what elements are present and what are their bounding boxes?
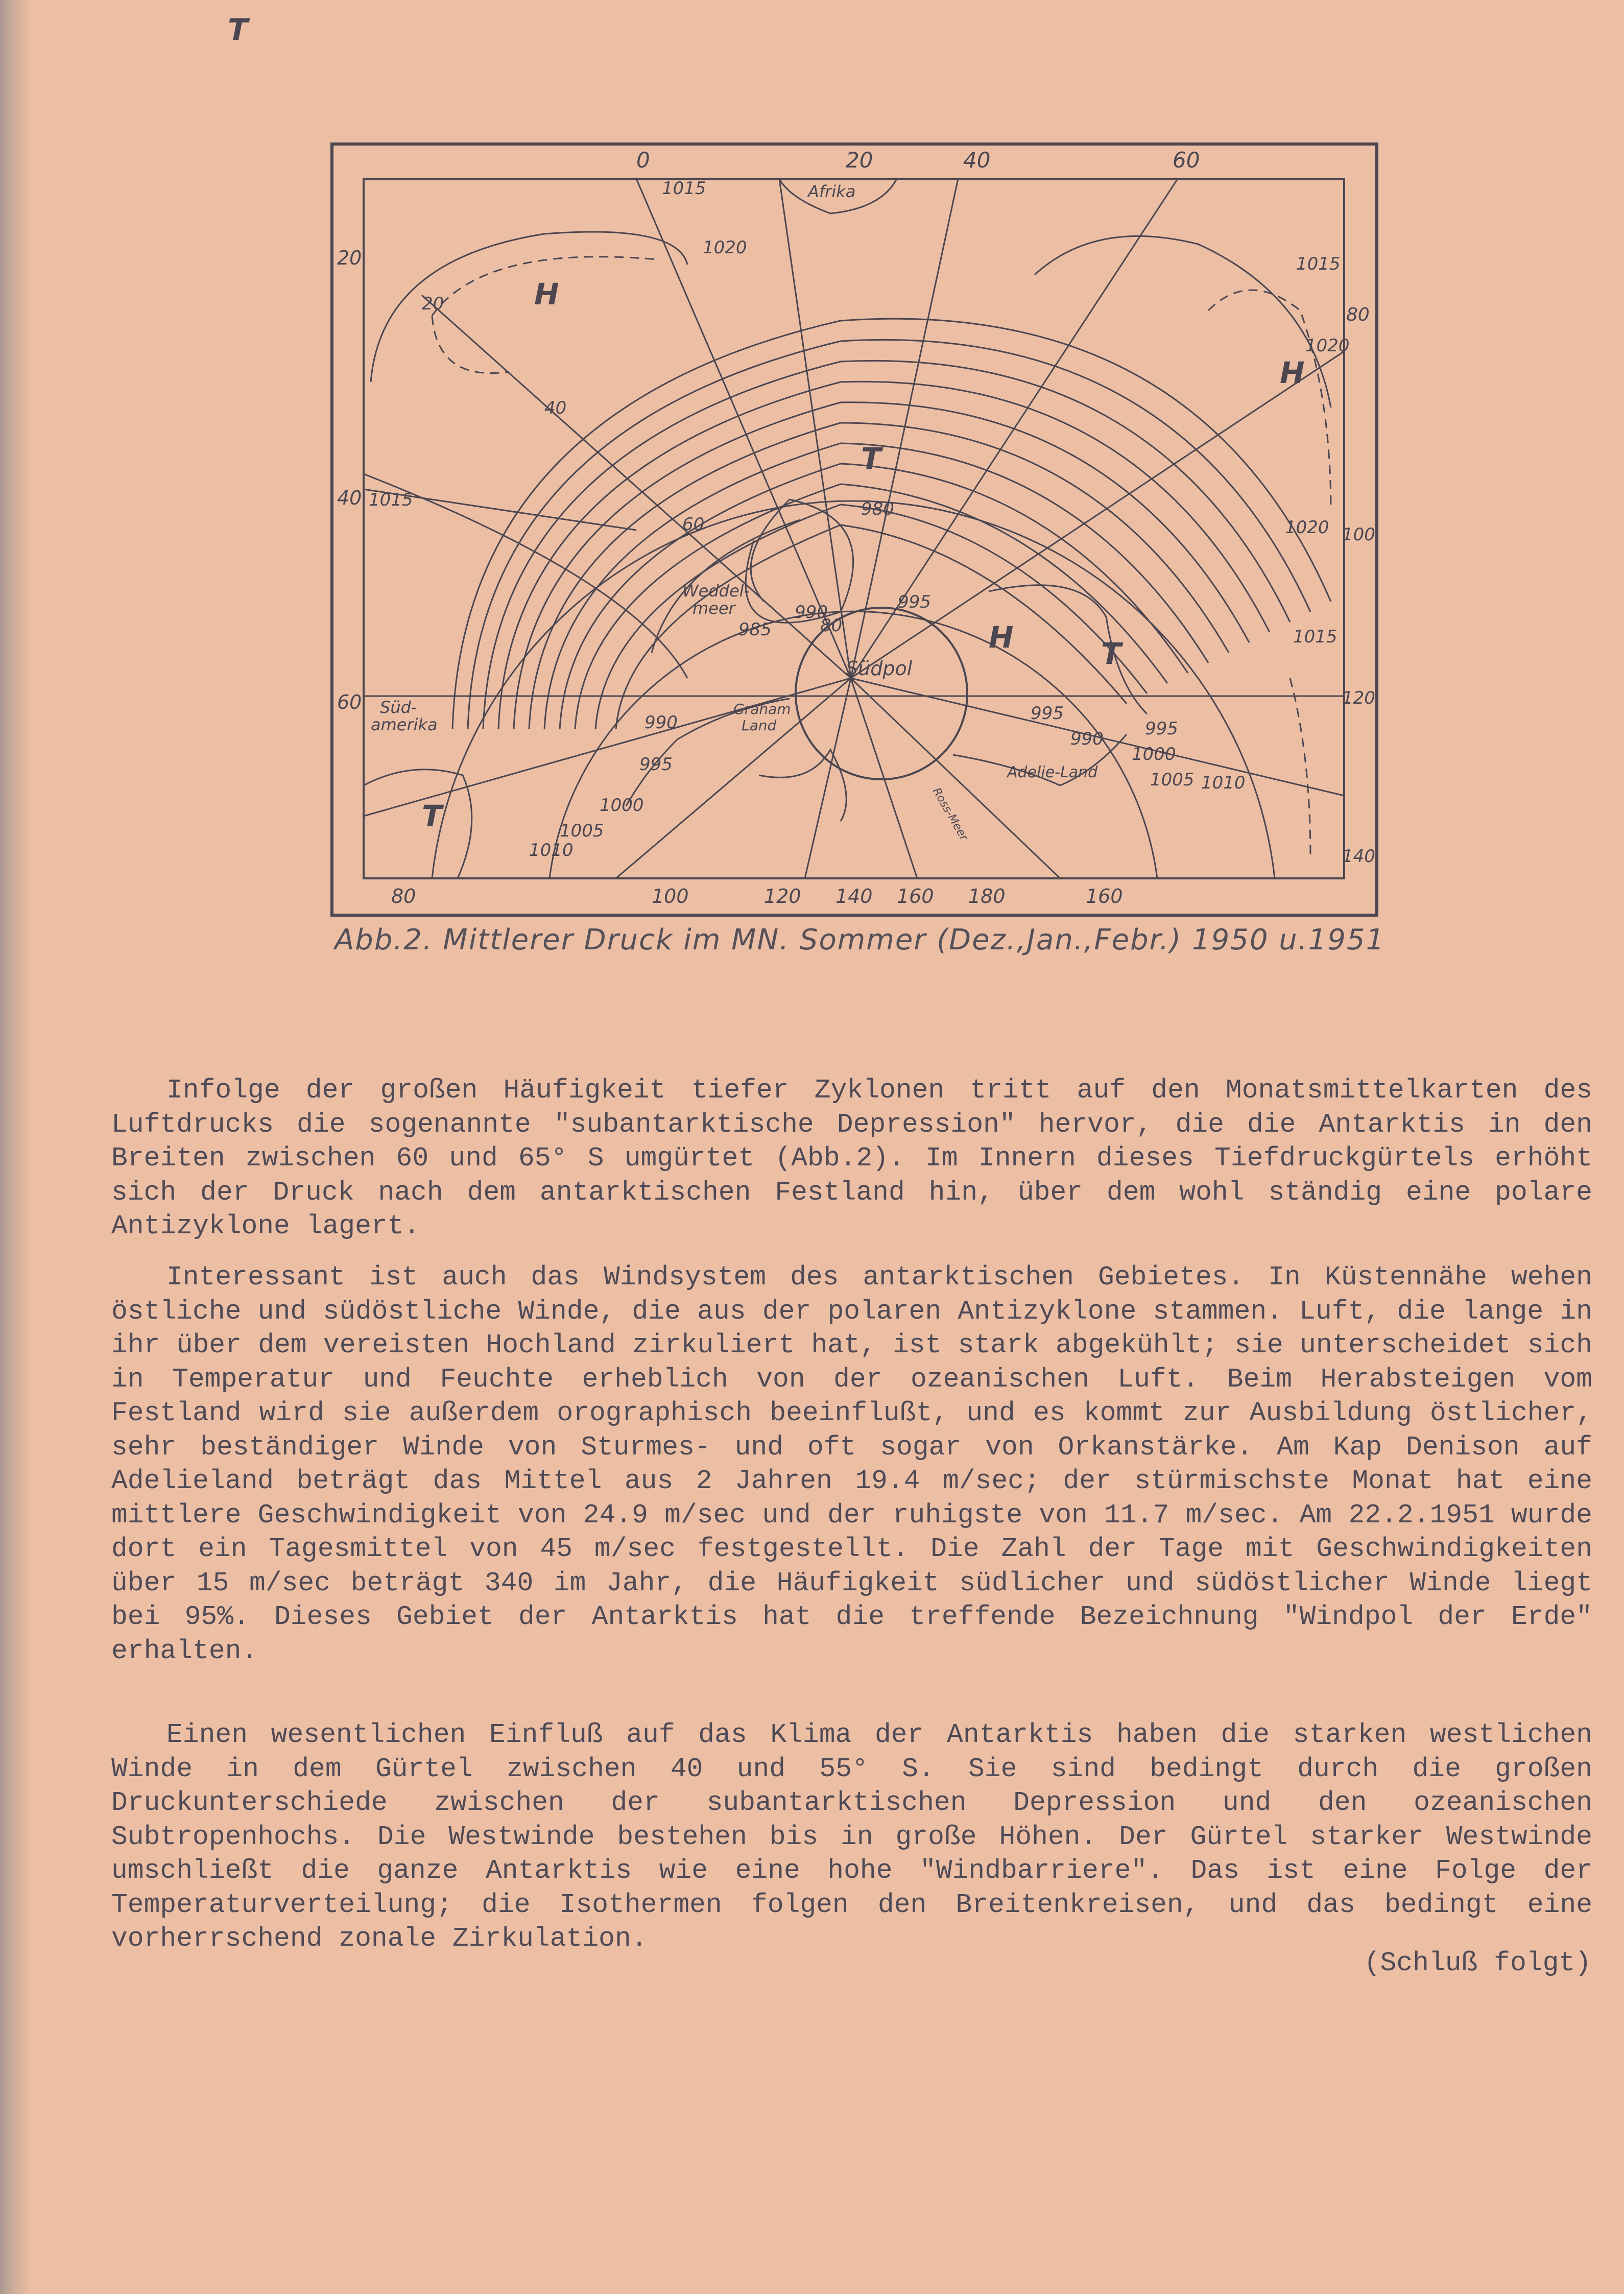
- lat-label: 120: [1342, 688, 1375, 708]
- region-weddell-2: meer: [692, 599, 735, 618]
- lon-label: 20: [846, 148, 873, 173]
- isobar-label: 60: [682, 514, 705, 535]
- pressure-map: [228, 12, 1379, 917]
- isobar-label: 995: [898, 592, 931, 612]
- lon-label: 180: [968, 885, 1006, 907]
- isobar-label: 1000: [1132, 744, 1176, 764]
- region-afrika: Afrika: [808, 182, 856, 201]
- isobar-label: 1000: [600, 795, 644, 816]
- pressure-center-low: T: [1101, 636, 1121, 671]
- lat-label: 60: [337, 691, 362, 713]
- isobar-label: 1020: [703, 237, 747, 258]
- region-graham-2: Land: [742, 717, 777, 734]
- pressure-center-high: H: [1280, 355, 1305, 390]
- region-suedpol: Südpol: [846, 657, 913, 680]
- isobar-label: 995: [639, 754, 673, 775]
- isobar-label: 1010: [1201, 773, 1246, 793]
- lat-label: 140: [1342, 846, 1375, 867]
- lon-label: 160: [897, 885, 934, 907]
- isobar-label: 990: [795, 602, 828, 623]
- region-ross: Ross-Meer: [929, 785, 970, 843]
- region-adelie: Adelie-Land: [1007, 763, 1098, 781]
- lon-label: 40: [963, 148, 991, 173]
- isobar-label: 985: [738, 619, 772, 640]
- map-frame: [332, 144, 1377, 915]
- pressure-center-low: T: [861, 441, 881, 476]
- isobar-label: 40: [544, 398, 567, 418]
- pressure-center-high: H: [989, 620, 1014, 655]
- lon-label: 120: [764, 885, 801, 907]
- isobar-label: 1015: [1293, 627, 1338, 647]
- figure-caption: Abb.2. Mittlerer Druck im MN. Sommer (Dez.,Jan.,Febr.) 1950 u.1951: [335, 923, 1386, 957]
- isobar-label: 1020: [1305, 336, 1350, 356]
- region-weddell-1: Weddel-: [682, 581, 750, 601]
- isobar-dashed: [432, 257, 1331, 857]
- lat-label: 80: [1346, 304, 1370, 325]
- lat-label: 40: [337, 487, 362, 509]
- isobar-label: 1005: [560, 821, 604, 841]
- region-suedamerika-1: Süd-: [380, 698, 417, 717]
- isobar-label: 995: [1031, 703, 1064, 724]
- pressure-center-high: H: [534, 277, 559, 312]
- isobar-label: 1015: [369, 490, 413, 510]
- paragraph-2: Interessant ist auch das Windsystem des antarktischen Gebietes. In Küstennähe wehen östliche und südöstliche Winde, die aus der polaren Antizyklone stammen. Luft, die lange in ihr über dem vereisten Hochland zirkuliert hat, ist stark abgekühlt; sie unterscheidet sich in Temperatur und Feuchte erheblich von der ozeanischen Luft. Beim Herabsteigen vom Festland wird sie außerdem orographisch beeinflußt, und es kommt zur Ausbildung östlicher, sehr beständiger Winde von Sturmes- und oft sogar von Orkanstärke. Am Kap Denison auf Adelieland beträgt das Mittel aus 2 Jahren 19.4 m/sec; der stürmischste Monat hat eine mittlere Geschwindigkeit von 24.9 m/sec und der ruhigste von 11.7 m/sec. Am 22.2.1951 wurde dort ein Tagesmittel von 45 m/sec festgestellt. Die Zahl der Tage mit Geschwindigkeiten über 15 m/sec beträgt 340 im Jahr, die Häufigkeit südlicher und südöstlicher Winde liegt bei 95%. Dieses Gebiet der Antarktis hat die treffende Bezeichnung "Windpol der Erde" erhalten.: [111, 1262, 1592, 1666]
- page-edge-shadow: [0, 0, 30, 2294]
- isobar-label: 80: [820, 615, 843, 636]
- meridian-lines: [364, 179, 1344, 878]
- isobar-label: 990: [644, 712, 678, 733]
- map-inner-frame: [364, 179, 1344, 878]
- lon-label: 80: [391, 885, 416, 907]
- lon-label: 0: [636, 148, 650, 173]
- continuation-note: (Schluß folgt): [1364, 1948, 1591, 1978]
- lat-label: 20: [337, 247, 362, 269]
- lat-label: 100: [1342, 524, 1375, 545]
- pressure-center-low: T: [422, 799, 442, 833]
- paragraph-3: Einen wesentlichen Einfluß auf das Klima der Antarktis haben die starken westlichen Winde in dem Gürtel zwischen 40 und 55° S. Sie sind bedingt durch die großen Druckunterschiede zwischen der subantarktischen Depression und den ozeanischen Subtropenhochs. Die Westwinde bestehen bis in große Höhen. Der Gürtel starker Westwinde umschließt die ganze Antarktis wie eine hohe "Windbarriere". Das ist eine Folge der Temperaturverteilung; die Isothermen folgen den Breitenkreisen, und das bedingt eine vorherrschend zonale Zirkulation.: [111, 1719, 1592, 1954]
- isobar-label: 1015: [662, 178, 706, 199]
- isobar-label: 1015: [1296, 254, 1341, 274]
- lon-label: 160: [1086, 885, 1123, 907]
- pressure-center-low: T: [228, 12, 248, 47]
- isobar-label: 20: [422, 294, 444, 314]
- pressure-map-figure: [228, 12, 1379, 917]
- isobar-label: 990: [1070, 729, 1104, 749]
- isobar-label: 995: [1145, 719, 1178, 739]
- isobar-label: 1010: [529, 840, 574, 861]
- lon-label: 140: [835, 885, 873, 907]
- isobar-label: 1005: [1150, 770, 1195, 790]
- isobar-label: 980: [861, 499, 894, 519]
- region-suedamerika-2: amerika: [371, 715, 438, 734]
- isobar-label: 1020: [1285, 517, 1329, 538]
- lon-label: 100: [652, 885, 689, 907]
- lon-label: 60: [1173, 148, 1200, 173]
- paragraph-1: Infolge der großen Häufigkeit tiefer Zyklonen tritt auf den Monatsmittelkarten des Luftdrucks die sogenannte "subantarktische Depression" hervor, die die Antarktis in den Breiten zwischen 60 und 65° S umgürtet (Abb.2). Im Innern dieses Tiefdruckgürtels erhöht sich der Druck nach dem antarktischen Festland hin, über dem wohl ständig eine polare Antizyklone lagert.: [111, 1075, 1592, 1241]
- region-graham-1: Graham: [733, 701, 791, 718]
